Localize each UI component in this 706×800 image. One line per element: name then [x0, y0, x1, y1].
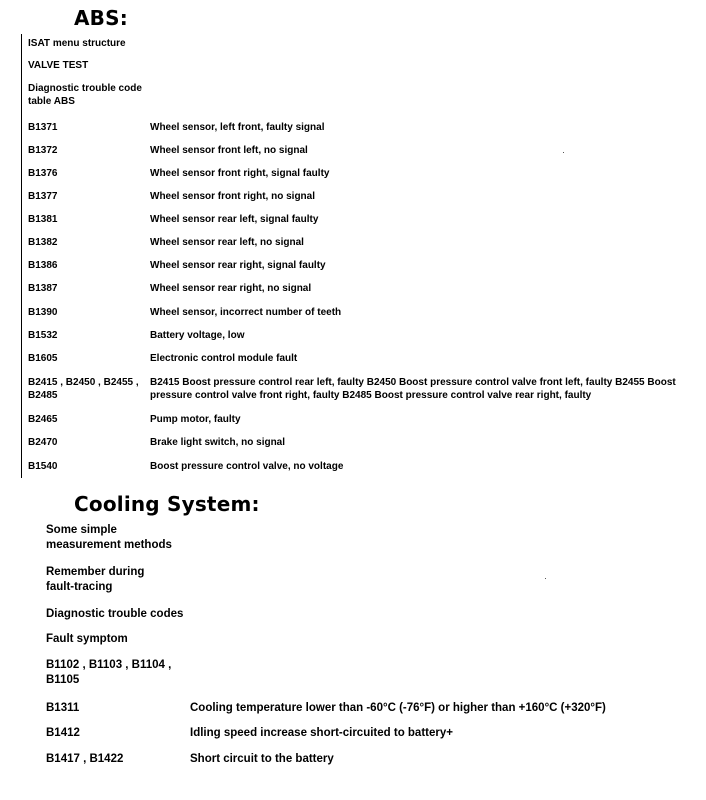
abs-code-description: Battery voltage, low — [150, 330, 245, 341]
cooling-code: B1412 — [46, 727, 80, 739]
abs-code-description: B2415 Boost pressure control rear left, faulty B2450 Boost pressure control valve front left, faulty B2455 Boost pressure control valve front right, faulty B2485 Boost pressure control valve rear right, faulty — [150, 377, 676, 401]
cooling-menu-label: Some simple measurement methods — [46, 524, 172, 551]
abs-code: B2470 — [28, 437, 58, 448]
abs-code: B1387 — [28, 283, 58, 294]
abs-menu-label: Diagnostic trouble code table ABS — [28, 83, 142, 107]
cooling-code-description: Cooling temperature lower than -60°C (-76°F) or higher than +160°C (+320°F) — [190, 702, 606, 714]
cooling-menu-label: Fault symptom — [46, 633, 128, 645]
abs-code: B1605 — [28, 353, 58, 364]
abs-code: B1381 — [28, 214, 58, 225]
abs-code: B1386 — [28, 260, 58, 271]
cooling-code: B1311 — [46, 702, 80, 714]
abs-code: B1371 — [28, 122, 58, 133]
abs-code-description: Wheel sensor rear right, signal faulty — [150, 260, 326, 271]
cooling-code-description: Short circuit to the battery — [190, 753, 334, 765]
scan-speck — [545, 578, 546, 579]
abs-code-description: Wheel sensor rear right, no signal — [150, 283, 312, 294]
abs-left-border — [21, 34, 22, 478]
abs-code-description: Brake light switch, no signal — [150, 437, 286, 448]
abs-code-description: Wheel sensor rear left, signal faulty — [150, 214, 319, 225]
cooling-menu-label: B1102 , B1103 , B1104 , B1105 — [46, 659, 172, 686]
abs-code-description: Wheel sensor front left, no signal — [150, 145, 308, 156]
cooling-menu-label: Diagnostic trouble codes — [46, 608, 184, 620]
abs-code: B2415 , B2450 , B2455 , B2485 — [28, 377, 139, 401]
abs-menu-label: VALVE TEST — [28, 60, 89, 71]
cooling-code-description: Idling speed increase short-circuited to battery+ — [190, 727, 453, 739]
abs-code: B1377 — [28, 191, 58, 202]
abs-menu-label: ISAT menu structure — [28, 38, 126, 49]
abs-code-description: Wheel sensor front right, signal faulty — [150, 168, 330, 179]
scan-speck — [563, 152, 564, 153]
abs-code: B1376 — [28, 168, 58, 179]
abs-code-description: Electronic control module fault — [150, 353, 298, 364]
cooling-section-title: Cooling System: — [74, 492, 260, 516]
abs-code: B1390 — [28, 307, 58, 318]
abs-code-description: Pump motor, faulty — [150, 414, 241, 425]
abs-code-description: Wheel sensor front right, no signal — [150, 191, 316, 202]
abs-code: B1382 — [28, 237, 58, 248]
abs-code: B1372 — [28, 145, 58, 156]
abs-code-description: Wheel sensor, incorrect number of teeth — [150, 307, 342, 318]
abs-code: B2465 — [28, 414, 58, 425]
abs-code-description: Wheel sensor, left front, faulty signal — [150, 122, 325, 133]
cooling-menu-label: Remember during fault-tracing — [46, 566, 145, 593]
abs-code-description: Wheel sensor rear left, no signal — [150, 237, 304, 248]
abs-code: B1540 — [28, 461, 58, 472]
cooling-code: B1417 , B1422 — [46, 753, 124, 765]
abs-code: B1532 — [28, 330, 58, 341]
abs-section-title: ABS: — [74, 6, 128, 30]
abs-code-description: Boost pressure control valve, no voltage — [150, 461, 344, 472]
